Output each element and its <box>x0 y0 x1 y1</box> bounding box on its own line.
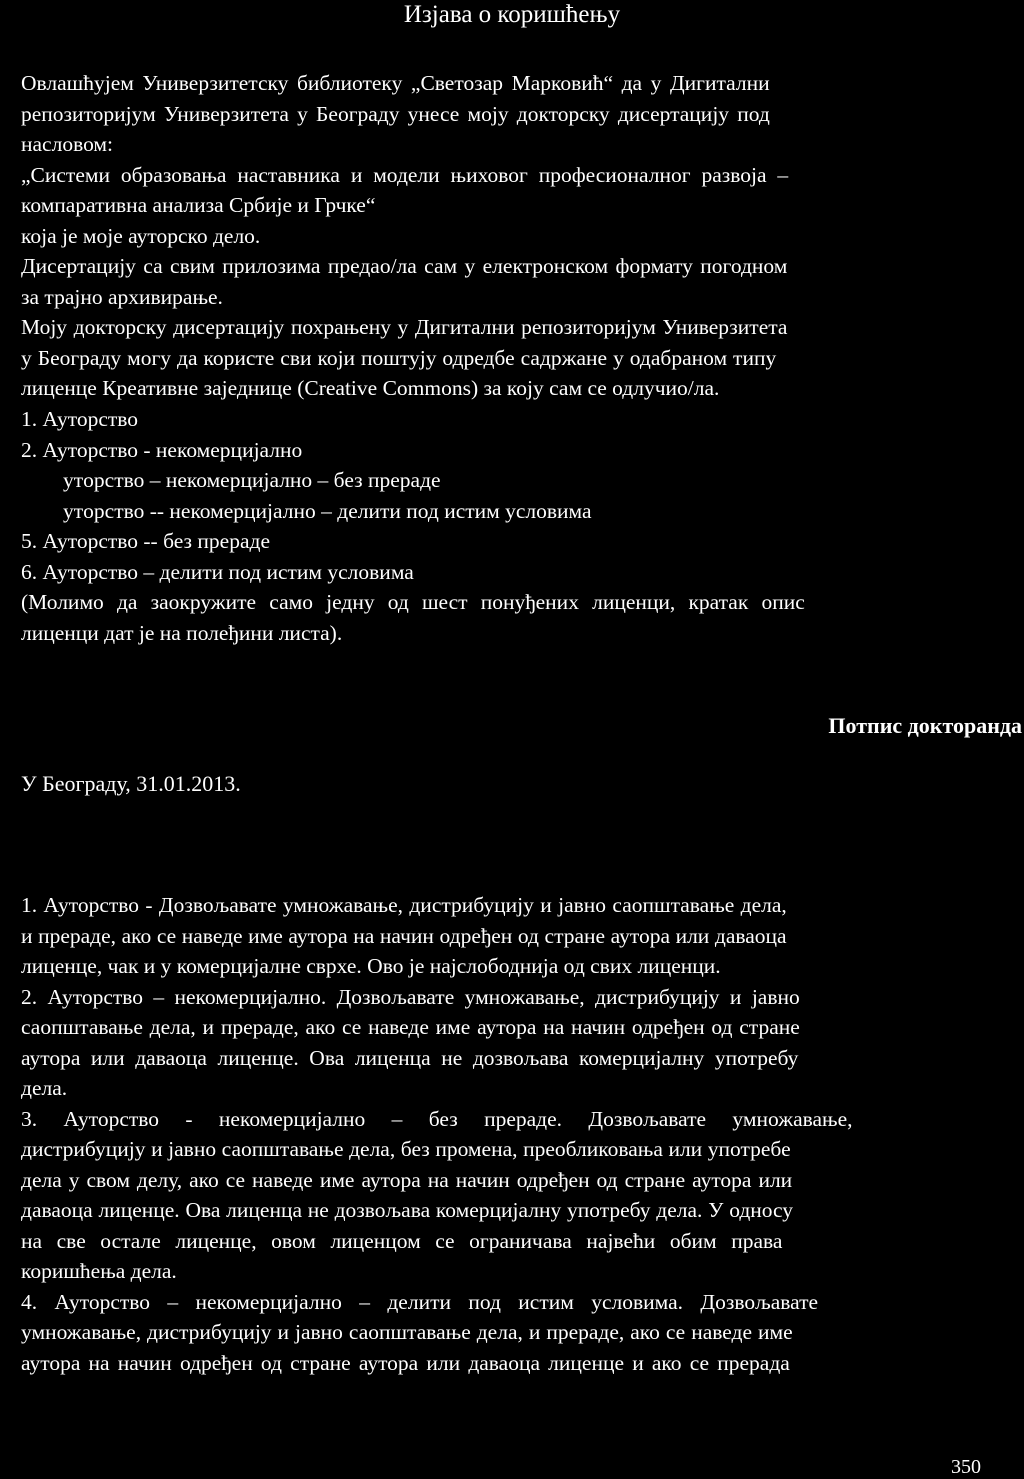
description-line: даваоца лиценце. Ова лиценца не дозвољава комерцијалну употребу дела. У односу <box>21 1198 794 1222</box>
intro-line: Моју докторску дисертацију похрањену у Дигитални репозиторијум Универзитета <box>21 315 788 339</box>
description-line: 1. Ауторство - Дозвољавате умножавање, дистрибуцију и јавно саопштавање дела, <box>21 893 787 917</box>
description-line: саопштавање дела, и прераде, ако се наведе име аутора на начин одређен од стране <box>21 1015 800 1039</box>
license-option: 6. Ауторство – делити под истим условима <box>21 559 414 584</box>
date-line: У Београду, 31.01.2013. <box>21 771 241 796</box>
document-title: Изјава о коришћењу <box>403 1 621 28</box>
license-descriptions <box>21 890 981 1378</box>
description-line: 2. Ауторство – некомерцијално. Дозвољавате умножавање, дистрибуцију и јавно <box>21 984 800 1009</box>
description-line: умножавање, дистрибуцију и јавно саопштавање дела, и прераде, ако се наведе име <box>21 1320 793 1344</box>
intro-line: у Београду могу да користе сви који поштују одредбе садржане у одабраном типу <box>21 345 777 370</box>
intro-line: „Системи образовања наставника и модели њиховог професионалног развоја – <box>21 162 789 187</box>
license-description <box>21 890 981 982</box>
note-line: лиценци дат је на полеђини листа). <box>21 620 343 645</box>
intro-line: Овлашћујем Универзитетску библиотеку „Светозар Марковић“ да у Дигитални <box>21 71 770 95</box>
intro-line: насловом: <box>21 132 113 156</box>
description-line: аутора или даваоца лиценце. Ова лиценца не дозвољава комерцијалну употребу <box>21 1045 799 1070</box>
license-option: 1. Ауторство <box>21 407 139 431</box>
intro-line: компаративна анализа Србије и Грчке“ <box>21 193 376 217</box>
intro-line: Дисертацију са свим прилозима предао/ла сам у електронском формату погодном <box>21 254 788 278</box>
license-option: утoрство – некомерцијално – без прераде <box>63 468 441 492</box>
intro-line: која је моје ауторско дело. <box>21 223 261 248</box>
license-option: 5. Ауторство -- без прераде <box>21 529 270 553</box>
license-option: 2. Ауторство - некомерцијално <box>21 437 303 462</box>
intro-line: за трајно архивирање. <box>21 284 223 309</box>
description-line: 4. Ауторство – некомерцијално – делити под истим условима. Дозвољавате <box>21 1289 819 1314</box>
description-line: лиценце, чак и у комерцијалне сврхе. Ово је најслободнија од свих лиценци. <box>21 954 721 978</box>
license-description <box>21 1287 981 1379</box>
description-line: аутора на начин одређен од стране аутора или даваоца лиценце и ако се прерада <box>21 1350 790 1375</box>
page-number: 350 <box>951 1456 981 1478</box>
note-line: (Молимо да заокружите само једну од шест понуђених лиценци, кратак опис <box>21 590 805 614</box>
signature-label: Потпис докторанда <box>828 713 1022 738</box>
description-line: дистрибуцију и јавно саопштавање дела, без промена, преобликовања или употребе <box>21 1137 791 1161</box>
description-line: коришћења дела. <box>21 1259 177 1283</box>
selection-note <box>21 587 981 648</box>
license-option: утoрство -- некомерцијално – делити под истим условима <box>63 498 592 523</box>
license-options-list <box>21 404 981 587</box>
intro-line: лиценце Креативне заједнице (Creative Commons) за коју сам се одлучио/ла. <box>21 376 720 400</box>
description-line: 3. Ауторство - некомерцијално – без прераде. Дозвољавате умножавање, <box>21 1106 853 1131</box>
intro-line: репозиторијум Универзитета у Београду унесе моју докторску дисертацију под <box>21 101 770 126</box>
description-line: на све остале лиценце, овом лиценцом се ограничава највећи обим права <box>21 1228 783 1253</box>
description-line: дела. <box>21 1076 68 1100</box>
description-line: дела у свом делу, ако се наведе име аутора на начин одређен од стране аутора или <box>21 1167 793 1192</box>
intro-paragraph <box>21 68 981 404</box>
license-description <box>21 1104 981 1287</box>
license-description <box>21 982 981 1104</box>
description-line: и прераде, ако се наведе име аутора на начин одређен од стране аутора или даваоца <box>21 923 787 948</box>
